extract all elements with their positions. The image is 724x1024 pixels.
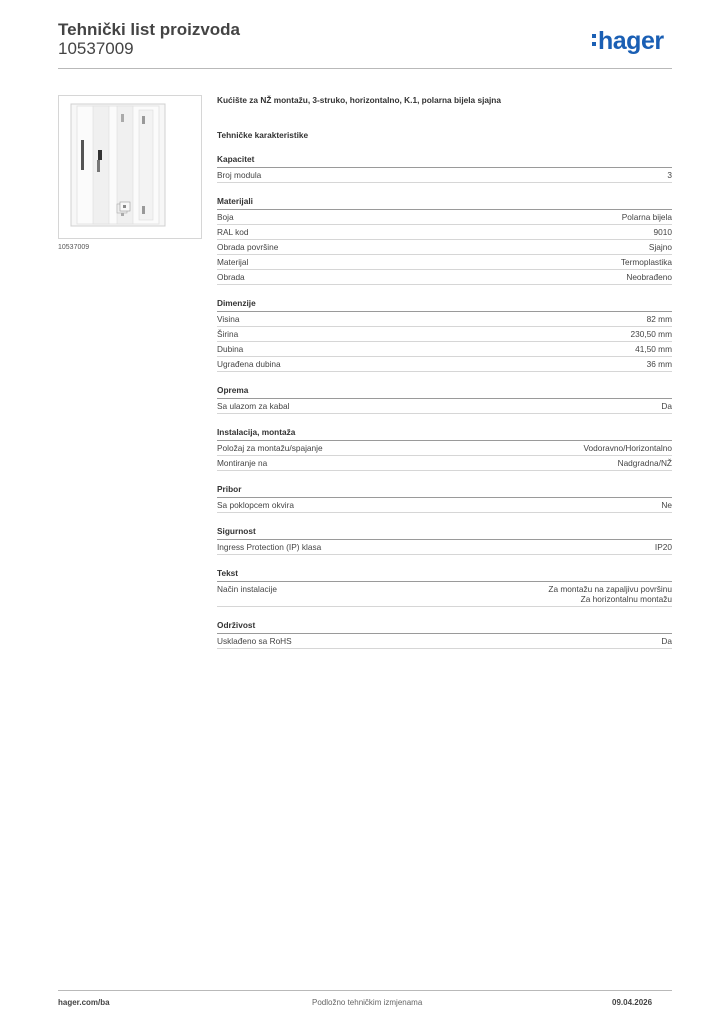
spec-row	[217, 441, 672, 456]
spec-value: Da	[661, 401, 672, 411]
footer-website: hager.com/ba	[58, 998, 110, 1007]
spec-row	[217, 270, 672, 285]
spec-row	[217, 540, 672, 555]
spec-row	[217, 240, 672, 255]
section-title: Održivost	[217, 619, 672, 634]
spec-label: Sa ulazom za kabal	[217, 401, 290, 411]
spec-label: Širina	[217, 329, 239, 339]
spec-label: Boja	[217, 212, 234, 222]
section-title: Instalacija, montaža	[217, 426, 672, 441]
spec-value: Sjajno	[648, 242, 672, 252]
spec-label: Sa poklopcem okvira	[217, 500, 295, 510]
spec-row	[217, 255, 672, 270]
spec-value: 3	[667, 170, 672, 180]
spec-row	[217, 498, 672, 513]
enclosure-illustration-icon	[59, 96, 201, 238]
section-title: Materijali	[217, 195, 672, 210]
spec-value: Za montažu na zapaljivu površinu Za horizontalnu montažu	[548, 584, 672, 604]
section-title: Tekst	[217, 567, 672, 582]
spec-label: Broj modula	[217, 170, 262, 180]
spec-section	[217, 426, 672, 471]
spec-value: IP20	[654, 542, 672, 552]
spec-value: 230,50 mm	[630, 329, 672, 339]
spec-label: Materijal	[217, 257, 249, 267]
spec-label: Usklađeno sa RoHS	[217, 636, 292, 646]
spec-value: 82 mm	[646, 314, 672, 324]
spec-row	[217, 327, 672, 342]
product-code: 10537009	[58, 39, 134, 58]
spec-label: RAL kod	[217, 227, 249, 237]
spec-row	[217, 582, 672, 607]
section-title: Kapacitet	[217, 153, 672, 168]
spec-section	[217, 195, 672, 285]
spec-label: Ingress Protection (IP) klasa	[217, 542, 322, 552]
footer-divider	[58, 990, 672, 991]
spec-value: 9010	[653, 227, 672, 237]
spec-section	[217, 619, 672, 649]
spec-value: 41,50 mm	[635, 344, 672, 354]
spec-row	[217, 225, 672, 240]
spec-label: Visina	[217, 314, 240, 324]
footer-date: 09.04.2026	[612, 998, 653, 1007]
spec-content	[217, 94, 672, 649]
spec-section	[217, 297, 672, 372]
spec-value: Termoplastika	[620, 257, 672, 267]
spec-sections	[217, 153, 672, 649]
spec-section	[217, 384, 672, 414]
spec-value: Ne	[661, 500, 672, 510]
spec-section	[217, 567, 672, 607]
spec-value: Vodoravno/Horizontalno	[583, 443, 672, 453]
spec-section	[217, 483, 672, 513]
spec-value: Da	[661, 636, 672, 646]
spec-row	[217, 168, 672, 183]
spec-section	[217, 153, 672, 183]
spec-label: Način instalacije	[217, 584, 277, 594]
hager-logo	[592, 27, 664, 57]
header-divider	[58, 68, 672, 69]
spec-label: Dubina	[217, 344, 244, 354]
logo-text: hager	[598, 27, 664, 55]
section-title: Sigurnost	[217, 525, 672, 540]
spec-heading: Tehničke karakteristike	[217, 130, 309, 140]
section-title: Dimenzije	[217, 297, 672, 312]
spec-row	[217, 357, 672, 372]
spec-value: Neobrađeno	[626, 272, 672, 282]
spec-section	[217, 525, 672, 555]
section-title: Oprema	[217, 384, 672, 399]
spec-row	[217, 634, 672, 649]
spec-row	[217, 342, 672, 357]
image-caption: 10537009	[58, 244, 90, 251]
spec-value: Nadgradna/NŽ	[617, 458, 672, 468]
spec-label: Obrada	[217, 272, 245, 282]
spec-row	[217, 399, 672, 414]
spec-row	[217, 210, 672, 225]
spec-row	[217, 312, 672, 327]
spec-label: Položaj za montažu/spajanje	[217, 443, 323, 453]
page-title: Tehnički list proizvoda	[58, 20, 240, 39]
product-description: Kućište za NŽ montažu, 3-struko, horizontalno, K.1, polarna bijela sjajna	[217, 95, 501, 105]
spec-value: 36 mm	[646, 359, 672, 369]
footer-notice: Podložno tehničkim izmjenama	[312, 998, 423, 1007]
spec-value: Polarna bijela	[621, 212, 672, 222]
section-title: Pribor	[217, 483, 672, 498]
logo-dots-icon	[592, 34, 596, 46]
spec-row	[217, 456, 672, 471]
spec-label: Montiranje na	[217, 458, 268, 468]
spec-label: Obrada površine	[217, 242, 279, 252]
product-image	[58, 95, 202, 239]
spec-label: Ugrađena dubina	[217, 359, 281, 369]
